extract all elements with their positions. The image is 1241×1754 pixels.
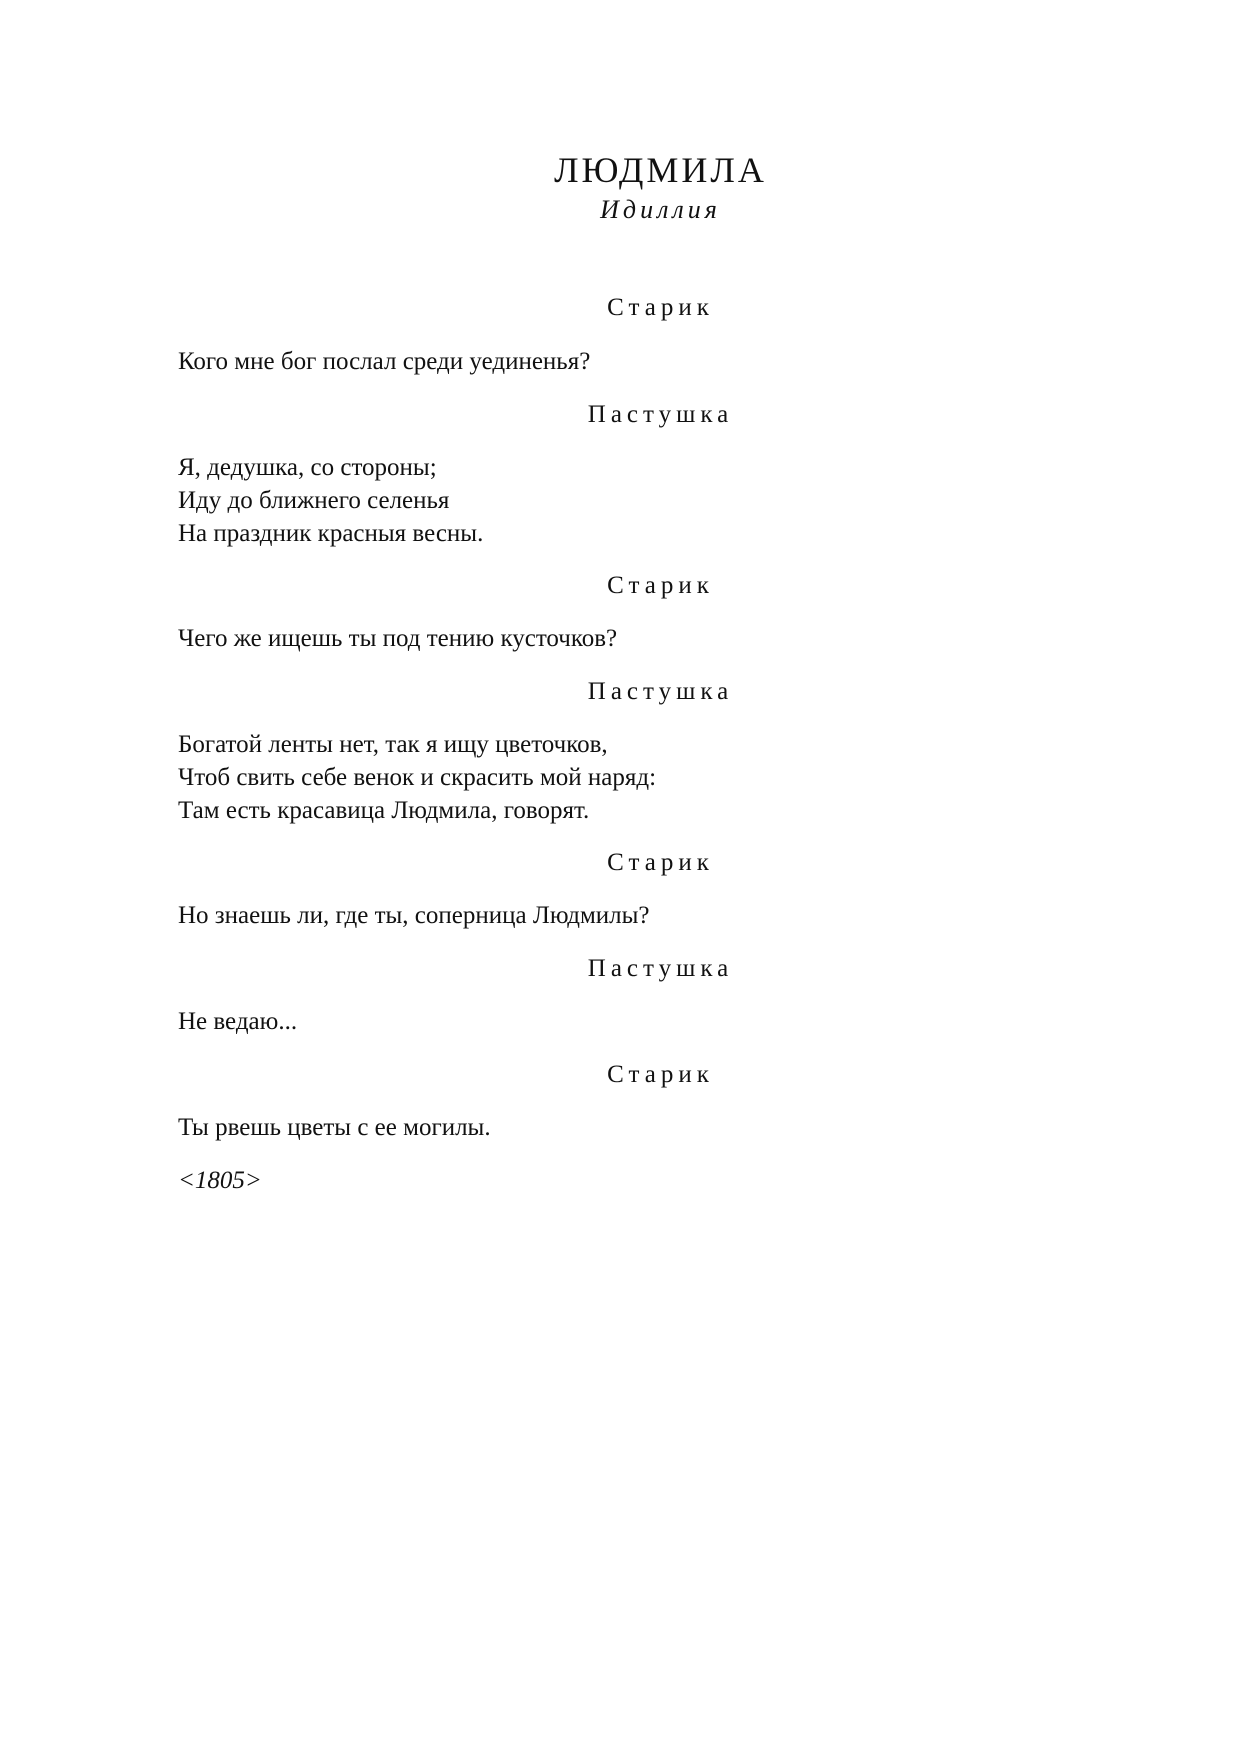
speaker-old-man: Старик: [607, 572, 714, 599]
poem-title: ЛЮДМИЛА: [554, 150, 767, 190]
verse-line: Иду до ближнего селенья: [178, 487, 450, 514]
speaker-shepherdess: Пастушка: [587, 401, 734, 428]
poem-subtitle: Идиллия: [600, 195, 721, 224]
verse-line: Чего же ищешь ты под тению кусточков?: [178, 625, 618, 652]
verse-line: Не ведаю...: [178, 1008, 298, 1035]
verse-line: Кого мне бог послал среди уединенья?: [178, 348, 591, 375]
verse-line: Чтоб свить себе венок и скрасить мой наряд:: [178, 764, 657, 791]
speaker-old-man: Старик: [607, 849, 714, 876]
speaker-old-man: Старик: [607, 1061, 714, 1088]
verse-line: Я, дедушка, со стороны;: [178, 454, 437, 481]
verse-line: Ты рвешь цветы с ее могилы.: [178, 1114, 491, 1141]
verse-line: Но знаешь ли, где ты, соперница Людмилы?: [178, 902, 650, 929]
speaker-shepherdess: Пастушка: [587, 955, 734, 982]
verse-line: На праздник красныя весны.: [178, 520, 484, 547]
poem-date: <1805>: [178, 1167, 262, 1194]
verse-line: Там есть красавица Людмила, говорят.: [178, 797, 590, 824]
verse-line: Богатой ленты нет, так я ищу цветочков,: [178, 731, 608, 758]
speaker-old-man: Старик: [607, 294, 714, 321]
speaker-shepherdess: Пастушка: [587, 678, 734, 705]
